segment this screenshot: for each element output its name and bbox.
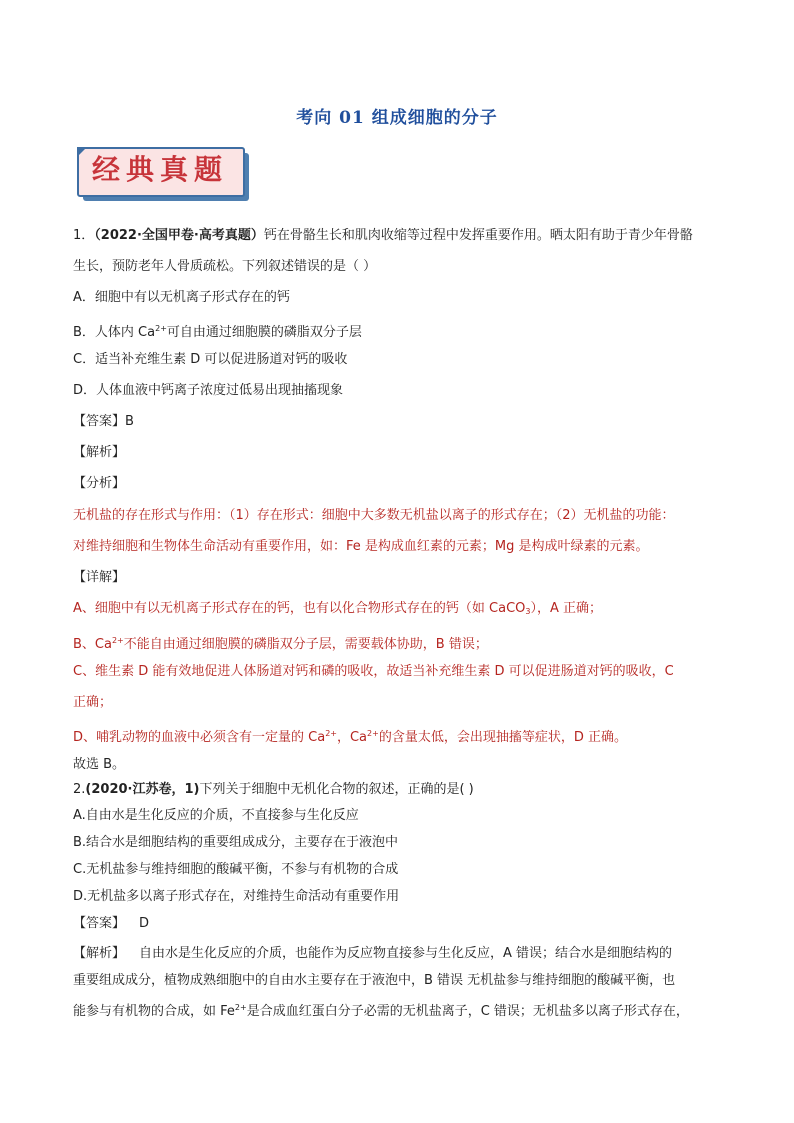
q1-option-b-post: 可自由通过细胞膜的磷脂双分子层 [166,325,362,340]
q2-analysis-label: 【解析】 [73,946,126,961]
q1-fenxi-header: 【分析】 [73,476,126,491]
q2-answer-value: D [139,916,150,931]
q1-detail-d-mid: ，Ca [336,730,368,745]
section-banner [77,147,249,205]
q2-analysis-line-1 [73,944,733,964]
q2-analysis-line-3 [73,998,733,1022]
q2-option-b: B.结合水是细胞结构的重要组成成分，主要存在于液泡中 [73,835,399,850]
q1-analysis-header: 【解析】 [73,445,126,460]
q1-detail-header: 【详解】 [73,570,126,585]
q1-detail-a-pre: A、细胞中有以无机离子形式存在的钙，也有以化合物形式存在的钙（如 CaCO [73,601,526,616]
q2-source: (2020·江苏卷，1) [85,782,200,797]
q1-option-c: C．适当补充维生素 D 可以促进肠道对钙的吸收 [73,352,348,367]
q2-option-d: D.无机盐多以离子形式存在，对维持生命活动有重要作用 [73,889,400,904]
q1-number: 1． [73,228,95,243]
q1-detail-c-line-2: 正确； [73,695,113,710]
q1-stem-1: 钙在骨骼生长和肌肉收缩等过程中发挥重要作用。晒太阳有助于青少年骨骼 [263,228,693,243]
q1-detail-d-sup-2: 2+ [367,729,379,738]
q1-source: （2022·全国甲卷·高考真题） [94,228,264,243]
q2-analysis-3-post: 是合成血红蛋白分子必需的无机盐离子，C 错误；无机盐多以离子形式存在， [246,1004,689,1019]
q2-option-a: A.自由水是生化反应的介质，不直接参与生化反应 [73,808,359,823]
q2-analysis-3-sup: 2+ [234,1003,247,1012]
q2-analysis-3-pre: 能参与有机物的合成，如 Fe [73,1004,235,1019]
q1-detail-b [73,631,733,655]
q2-number: 2. [73,782,86,797]
q1-detail-a [73,599,733,622]
q1-detail-c-line-1: C、维生素 D 能有效地促进人体肠道对钙和磷的吸收，故适当补充维生素 D 可以促进肠道对钙的吸收，C [73,664,674,679]
q2-analysis-text-1: 自由水是生化反应的介质，也能作为反应物直接参与生化反应，A 错误；结合水是细胞结构的 [139,946,673,961]
q1-stem-line-2: 生长，预防老年人骨质疏松。下列叙述错误的是（ ） [73,259,377,274]
q2-answer [73,914,733,934]
q1-detail-a-sub: 3 [525,607,531,616]
q2-analysis-line-2: 重要组成成分，植物成熟细胞中的自由水主要存在于液泡中，B 错误 无机盐参与维持细胞的酸碱平衡，也 [73,973,676,988]
q2-answer-label: 【答案】 [73,916,126,931]
banner-title: 经典真题 [91,153,228,186]
q1-option-b-pre: B．人体内 Ca [73,325,156,340]
q1-detail-b-post: 不能自由通过细胞膜的磷脂双分子层，需要载体协助，B 错误； [123,637,488,652]
q2-stem-text: 下列关于细胞中无机化合物的叙述，正确的是( ) [199,782,474,797]
q1-option-b [73,319,733,343]
q1-stem-line-1 [73,226,733,246]
q1-detail-d-pre: D、哺乳动物的血液中必须含有一定量的 Ca [73,730,326,745]
q1-option-a: A．细胞中有以无机离子形式存在的钙 [73,290,290,305]
q1-fenxi-line-1: 无机盐的存在形式与作用：（1）存在形式：细胞中大多数无机盐以离子的形式存在；（2）无机盐的功能： [73,508,675,523]
q1-fenxi-line-2: 对维持细胞和生物体生命活动有重要作用，如：Fe 是构成血红素的元素；Mg 是构成叶绿素的元素。 [73,539,649,554]
q1-detail-a-post: ），A 正确； [530,601,603,616]
q1-detail-b-pre: B、Ca [73,637,112,652]
q1-detail-d [73,724,733,748]
q1-detail-b-sup: 2+ [111,636,124,645]
q1-detail-d-sup-1: 2+ [325,729,337,738]
q1-conclusion: 故选 B。 [73,757,126,772]
q1-option-d: D．人体血液中钙离子浓度过低易出现抽搐现象 [73,383,344,398]
page-title: 考向 01 组成细胞的分子 [296,108,498,128]
q1-detail-d-post: 的含量太低，会出现抽搐等症状，D 正确。 [378,730,627,745]
q1-option-b-sup: 2+ [155,324,167,333]
q1-answer: 【答案】B [73,414,134,429]
q2-option-c: C.无机盐参与维持细胞的酸碱平衡，不参与有机物的合成 [73,862,399,877]
q2-stem [73,780,733,800]
